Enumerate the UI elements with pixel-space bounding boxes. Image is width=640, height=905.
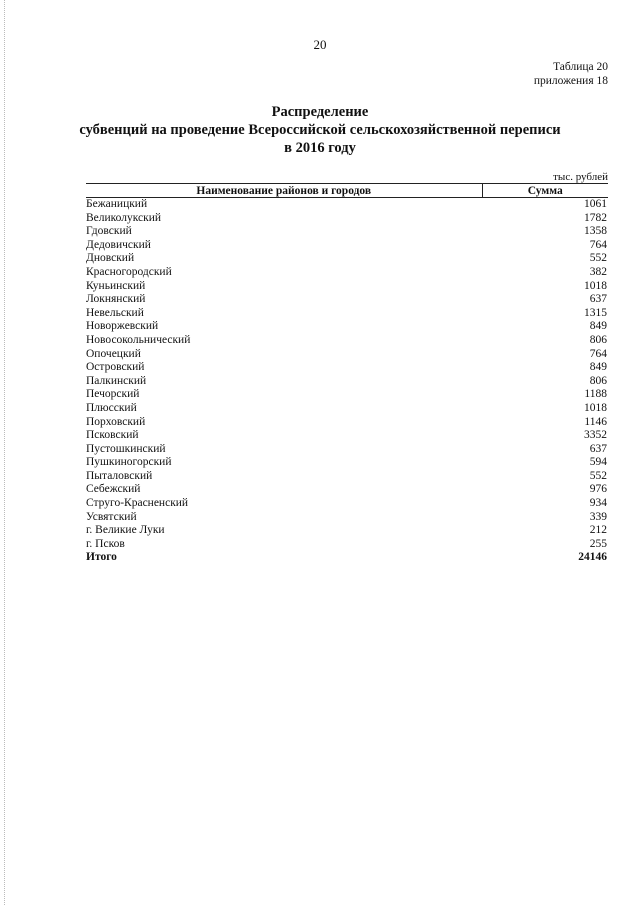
table-row — [86, 429, 608, 443]
row-sum: 1018 — [584, 401, 607, 414]
row-name: Бежаницкий — [86, 198, 148, 210]
table-reference-line1: Таблица 20 — [553, 61, 608, 73]
table-row — [86, 307, 608, 321]
row-name: Дедовичский — [86, 238, 151, 251]
row-name: г. Псков — [86, 537, 125, 550]
row-name: Красногородский — [86, 265, 172, 278]
header-name: Наименование районов и городов — [86, 184, 482, 198]
row-sum: 637 — [589, 442, 607, 455]
row-sum: 849 — [589, 361, 607, 374]
table-row — [86, 538, 608, 552]
table-row — [86, 470, 608, 484]
row-name: Себежский — [86, 483, 141, 496]
row-sum: 255 — [589, 537, 607, 550]
row-name: Пустошкинский — [86, 442, 166, 455]
row-sum: 552 — [589, 252, 607, 265]
table-row — [86, 212, 608, 226]
row-name: Пыталовский — [86, 469, 153, 482]
row-sum: 849 — [589, 320, 607, 333]
table-row — [86, 225, 608, 239]
row-sum: 212 — [589, 524, 607, 537]
row-sum: 552 — [589, 469, 607, 482]
table-row — [86, 497, 608, 511]
document-title — [0, 103, 640, 157]
row-sum: 1061 — [584, 198, 607, 210]
total-label: Итого — [86, 551, 117, 564]
header-row — [86, 184, 608, 198]
table-reference — [534, 60, 608, 88]
row-name: Псковский — [86, 429, 139, 442]
table-row — [86, 456, 608, 470]
row-sum: 1146 — [584, 415, 607, 428]
page-number: 20 — [313, 37, 327, 52]
row-sum: 382 — [589, 265, 607, 278]
table-row — [86, 388, 608, 402]
row-name: Дновский — [86, 252, 135, 265]
subvention-table — [86, 183, 608, 565]
row-sum: 3352 — [584, 429, 607, 442]
row-name: Опочецкий — [86, 347, 141, 360]
row-sum: 1188 — [584, 388, 607, 401]
row-name: Островский — [86, 361, 145, 374]
row-sum: 1315 — [584, 306, 607, 319]
total-sum: 24146 — [578, 551, 607, 564]
row-sum: 764 — [589, 347, 607, 360]
row-name: Новосокольнический — [86, 333, 191, 346]
table-row — [86, 402, 608, 416]
row-sum: 339 — [589, 510, 607, 523]
row-name: Невельский — [86, 306, 144, 319]
units-label: тыс. рублей — [553, 171, 608, 183]
table-reference-line2: приложения 18 — [533, 75, 608, 87]
row-sum: 764 — [589, 238, 607, 251]
row-sum: 806 — [589, 374, 607, 387]
row-name: Гдовский — [86, 225, 132, 238]
row-sum: 976 — [589, 483, 607, 496]
row-sum: 1018 — [584, 279, 607, 292]
row-name: г. Великие Луки — [86, 524, 165, 537]
table-row — [86, 416, 608, 430]
table-row — [86, 266, 608, 280]
table-body — [86, 198, 608, 566]
row-sum: 637 — [589, 293, 607, 306]
table-row — [86, 280, 608, 294]
title-line3: в 2016 году — [284, 140, 356, 156]
row-name: Локнянский — [86, 293, 146, 306]
title-line2: субвенций на проведение Всероссийской сельскохозяйственной переписи — [79, 122, 561, 138]
row-name: Новоржевский — [86, 320, 159, 333]
title-line1: Распределение — [271, 104, 369, 120]
table-row — [86, 524, 608, 538]
row-name: Плюсский — [86, 401, 137, 414]
row-name: Куньинский — [86, 279, 146, 292]
row-name: Пушкиногорский — [86, 456, 172, 469]
table-row — [86, 252, 608, 266]
row-name: Усвятский — [86, 510, 137, 523]
row-name: Струго-Красненский — [86, 497, 189, 510]
table-row — [86, 375, 608, 389]
header-sum: Сумма — [482, 184, 608, 198]
row-name: Палкинский — [86, 374, 147, 387]
table-header — [86, 184, 608, 198]
table-row — [86, 511, 608, 525]
table-row — [86, 361, 608, 375]
table-row — [86, 483, 608, 497]
table-row — [86, 348, 608, 362]
table-row — [86, 198, 608, 212]
table-row — [86, 443, 608, 457]
table-row — [86, 239, 608, 253]
row-name: Порховский — [86, 415, 146, 428]
table-row — [86, 320, 608, 334]
row-sum: 934 — [589, 497, 607, 510]
table-row — [86, 293, 608, 307]
row-sum: 1358 — [584, 225, 607, 238]
table-row — [86, 334, 608, 348]
row-sum: 594 — [589, 456, 607, 469]
row-name: Великолукский — [86, 211, 162, 224]
row-sum: 1782 — [584, 211, 607, 224]
total-row — [86, 551, 608, 565]
row-name: Печорский — [86, 388, 140, 401]
row-sum: 806 — [589, 333, 607, 346]
